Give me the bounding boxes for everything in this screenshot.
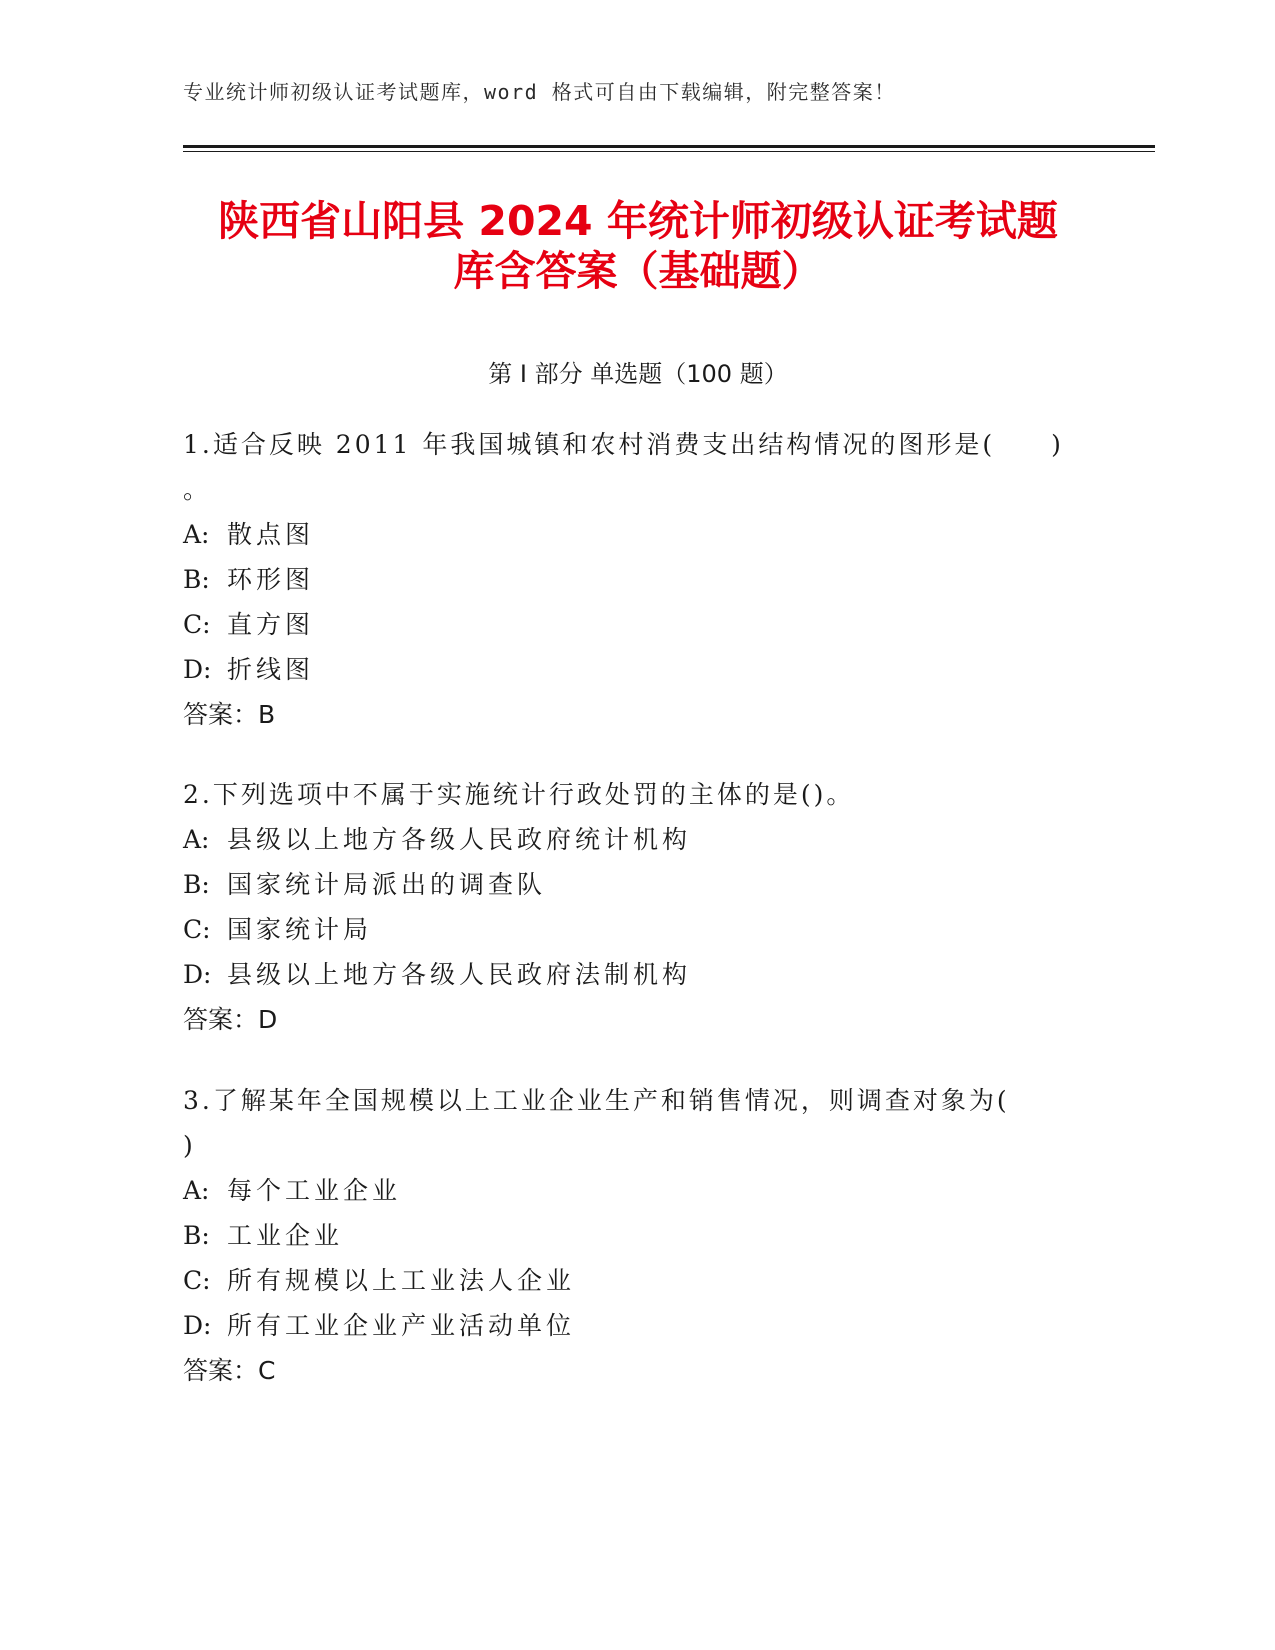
question-1	[183, 422, 1083, 737]
header-note: 专业统计师初级认证考试题库，word 格式可自由下载编辑，附完整答案！	[183, 80, 896, 104]
question-stem-continued: 。	[183, 475, 212, 504]
option-text: 环形图	[227, 565, 315, 594]
option-key: C:	[183, 915, 211, 944]
option-text: 所有工业企业产业活动单位	[227, 1311, 576, 1340]
option-text: 国家统计局	[227, 915, 373, 944]
option-text: 散点图	[227, 520, 315, 549]
title-line-2: 库含答案（基础题）	[453, 247, 823, 295]
option-text: 直方图	[227, 610, 315, 639]
option-key: D:	[183, 1311, 212, 1340]
option-b	[183, 557, 1083, 602]
option-text: 工业企业	[227, 1221, 344, 1250]
question-stem: 2.下列选项中不属于实施统计行政处罚的主体的是()。	[183, 780, 855, 809]
option-key: C:	[183, 610, 211, 639]
header-divider-thick	[183, 145, 1155, 148]
question-2	[183, 772, 1083, 1042]
question-stem: 3.了解某年全国规模以上工业企业生产和销售情况，则调查对象为(	[183, 1086, 1010, 1115]
option-text: 所有规模以上工业法人企业	[227, 1266, 576, 1295]
answer: 答案：C	[183, 1356, 276, 1385]
option-text: 折线图	[227, 655, 315, 684]
answer: 答案：B	[183, 700, 276, 729]
option-text: 每个工业企业	[227, 1176, 402, 1205]
question-stem-continued: )	[183, 1131, 196, 1160]
option-key: A:	[183, 825, 210, 854]
title-line-1: 陕西省山阳县 2024 年统计师初级认证考试题	[218, 197, 1058, 245]
section-title: 第 I 部分 单选题（100 题）	[488, 360, 788, 388]
document-title	[183, 196, 1093, 296]
option-key: C:	[183, 1266, 211, 1295]
option-key: A:	[183, 520, 210, 549]
option-c	[183, 602, 1083, 647]
option-a	[183, 1168, 1083, 1213]
option-c	[183, 1258, 1083, 1303]
option-key: A:	[183, 1176, 210, 1205]
option-key: D:	[183, 655, 212, 684]
question-3	[183, 1078, 1083, 1393]
answer: 答案：D	[183, 1005, 278, 1034]
option-key: B:	[183, 565, 210, 594]
option-d	[183, 647, 1083, 692]
option-key: D:	[183, 960, 212, 989]
option-text: 国家统计局派出的调查队	[227, 870, 547, 899]
option-d	[183, 952, 1083, 997]
option-b	[183, 1213, 1083, 1258]
option-text: 县级以上地方各级人民政府法制机构	[227, 960, 692, 989]
option-a	[183, 512, 1083, 557]
option-text: 县级以上地方各级人民政府统计机构	[227, 825, 692, 854]
option-c	[183, 907, 1083, 952]
option-key: B:	[183, 870, 210, 899]
option-key: B:	[183, 1221, 210, 1250]
header-divider-thin	[183, 151, 1155, 152]
option-d	[183, 1303, 1083, 1348]
option-b	[183, 862, 1083, 907]
option-a	[183, 817, 1083, 862]
question-stem: 1.适合反映 2011 年我国城镇和农村消费支出结构情况的图形是( )	[183, 430, 1064, 459]
